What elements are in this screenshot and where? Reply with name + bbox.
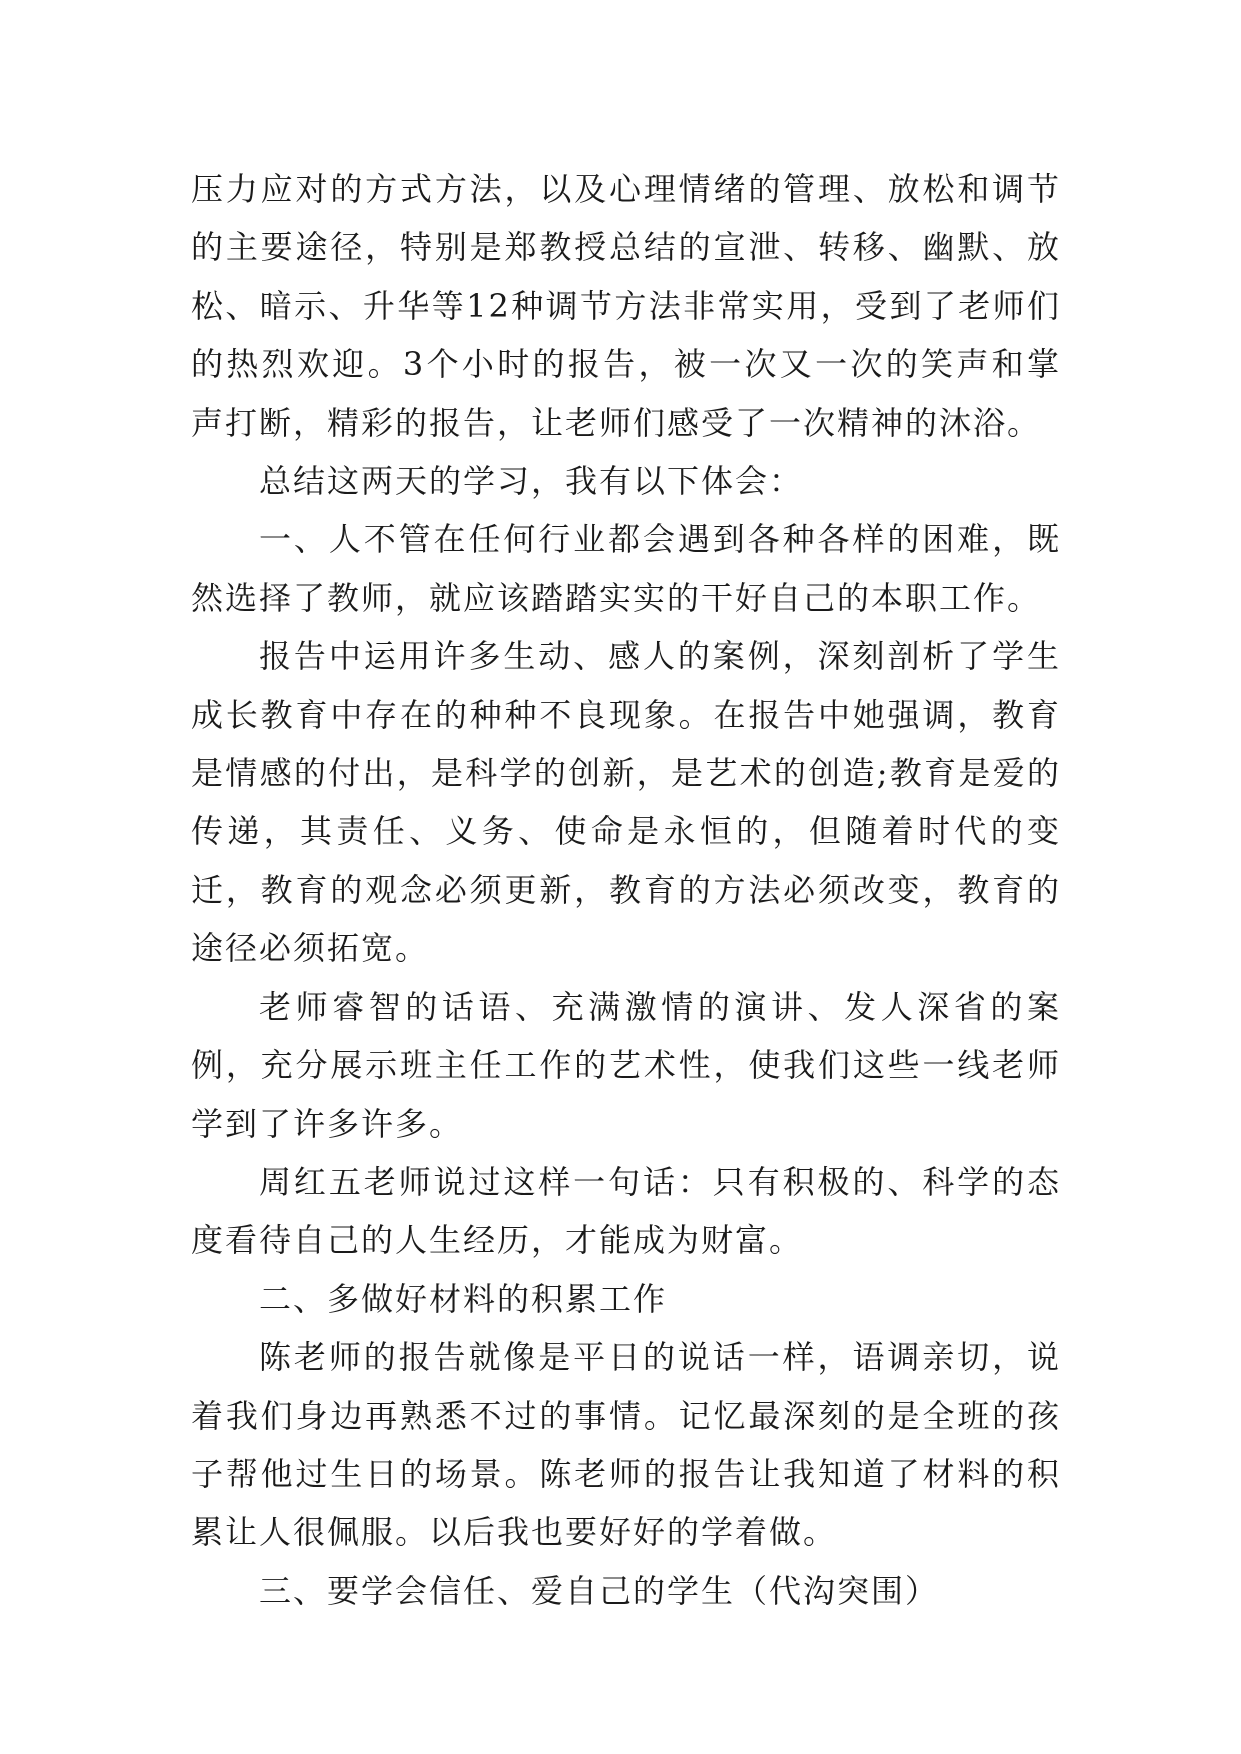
paragraph-8: 陈老师的报告就像是平日的说话一样，语调亲切，说着我们身边再熟悉不过的事情。记忆最深刻的是全班的孩子帮他过生日的场景。陈老师的报告让我知道了材料的积累让人很佩服。以后我也要好好的学着做。 xyxy=(191,1338,1061,1552)
paragraph-7-heading: 二、多做好材料的积累工作 xyxy=(259,1279,668,1318)
paragraph-6: 周红五老师说过这样一句话：只有积极的、科学的态度看待自己的人生经历，才能成为财富。 xyxy=(191,1162,1061,1260)
paragraph-9-heading: 三、要学会信任、爱自己的学生（代沟突围） xyxy=(259,1571,940,1610)
paragraph-1: 压力应对的方式方法，以及心理情绪的管理、放松和调节的主要途径，特别是郑教授总结的宣泄、转移、幽默、放松、暗示、升华等12种调节方法非常实用，受到了老师们的热烈欢迎。3个小时的报告，被一次又一次的笑声和掌声打断，精彩的报告，让老师们感受了一次精神的沐浴。 xyxy=(191,170,1061,442)
paragraph-3: 一、人不管在任何行业都会遇到各种各样的困难，既然选择了教师，就应该踏踏实实的干好自己的本职工作。 xyxy=(191,520,1061,617)
paragraph-2: 总结这两天的学习，我有以下体会： xyxy=(259,462,804,501)
paragraph-4: 报告中运用许多生动、感人的案例，深刻剖析了学生成长教育中存在的种种不良现象。在报告中她强调，教育是情感的付出，是科学的创新，是艺术的创造;教育是爱的传递，其责任、义务、使命是永恒的，但随着时代的变迁，教育的观念必须更新，教育的方法必须改变，教育的途径必须拓宽。 xyxy=(191,637,1061,968)
document-body xyxy=(191,160,1061,1620)
paragraph-5: 老师睿智的话语、充满激情的演讲、发人深省的案例，充分展示班主任工作的艺术性，使我们这些一线老师学到了许多许多。 xyxy=(191,987,1061,1143)
